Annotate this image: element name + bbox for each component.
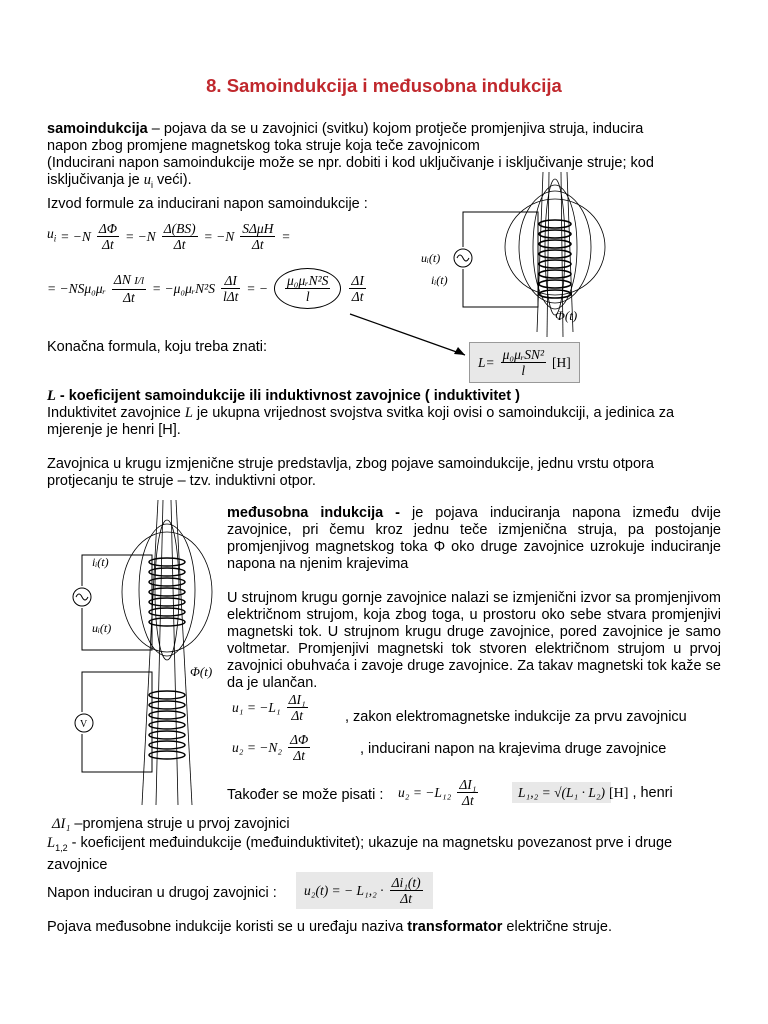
final-formula: L= $\frac{\text{μ₀μᵣSN²}}{l}$ [H] — [469, 342, 580, 383]
self-induction-figure — [415, 172, 615, 340]
equation-u2: u₂ = −N₂ $\frac{\Delta\Phi}{\Delta t}$ — [232, 732, 309, 763]
equation-u2-l12: u₂ = −L₁₂ $\frac{\text{ΔI₁}}{\Delta t}$ — [398, 777, 477, 808]
fig2-phi-label: Φ(t) — [190, 664, 213, 679]
fig1-i-label: iᵢ(t) — [431, 273, 448, 287]
also-label: Također se može pisati : — [227, 787, 384, 803]
fig2-u-label: uᵢ(t) — [92, 621, 112, 635]
coil-icon — [539, 220, 571, 298]
induced-label: Napon induciran u drugoj zavojnici : — [47, 885, 277, 901]
induced-formula: u₂(t) = − L₁,₂ · $\frac{\text{Δi₁(t)}}{\Delta t}$ — [296, 872, 433, 909]
equation-u1: u₁ = −L₁ $\frac{\text{ΔI₁}}{\Delta t}$ — [232, 692, 306, 723]
mutual-paragraph-1: međusobna indukcija - je pojava induciranja napona između dvije zavojnice, pri čemu kroz jednu teče izmjenična struja, pa postojanje promjenjivog magnetskog toka Φ oko druge zavojnice uzrokuje induciranje napona na njenim krajevima — [227, 505, 721, 572]
term-samoindukcija: samoindukcija — [47, 121, 148, 137]
voltmeter-label: V — [80, 719, 88, 730]
equation-1: $u_i$ = −N $\frac{\Delta\Phi}{\Delta t}$ = −N $\frac{\Delta(BS)}{\Delta t}$ = −N $\frac{\text{SΔμH}}{\Delta t}$ = — [47, 221, 291, 252]
fig1-phi-label: Φ(t) — [555, 308, 578, 323]
inductance-heading: L - koeficijent samoindukcije ili induktivnost zavojnice ( induktivitet ) — [47, 388, 520, 404]
inductance-body-1: Induktivitet zavojnice L je ukupna vrijednost svojstva svitka koji ovisi o samoindukciji, a jedinica za — [47, 405, 675, 421]
page-title: 8. Samoindukcija i međusobna indukcija — [206, 75, 562, 96]
intro-line-1: – pojava da se u zavojnici (svitku) kojom protječe promjenjiva struja, inducira — [147, 121, 644, 137]
inductance-section — [47, 388, 727, 490]
secondary-coil-icon — [149, 691, 185, 759]
intro-line-3: (Inducirani napon samoindukcije može se npr. dobiti i kod uključivanje i isključivanje struje; kod — [47, 155, 654, 171]
equation-u1-note: , zakon elektromagnetske indukcije za prvu zavojnicu — [345, 709, 687, 725]
equation-l12-unit: [H] , henri — [609, 785, 673, 801]
circled-term: $\frac{\text{μ₀μᵣN²S}}{l}$ — [274, 268, 341, 309]
derivation-label: Izvod formule za inducirani napon samoindukcije : — [47, 196, 368, 212]
inductance-body-2: mjerenje je henri [H]. — [47, 422, 181, 438]
equation-2: = −NSμ₀μᵣ $\frac{\text{ΔN I/l}}{\Delta t}$ = −μ₀μᵣN²S $\frac{\Delta I}{\text{lΔt}}$ = − $\frac{\text{μ₀μᵣN²S}}{l}$ $\frac{\Delta I}{\Delta t}$ — [47, 268, 368, 309]
equation-l12: L₁,₂ = √(L₁ · L₂) — [512, 782, 611, 803]
fig1-u-label: uᵢ(t) — [421, 251, 441, 265]
closing-sentence: Pojava međusobne indukcije koristi se u uređaju naziva transformator električne struje. — [47, 919, 612, 935]
inductance-body-3: Zavojnica u krugu izmjenične struje predstavlja, zbog pojave samoindukcije, jednu vrstu otpora — [47, 456, 654, 472]
equation-u2-note: , inducirani napon na krajevima druge zavojnice — [360, 741, 667, 757]
mutual-induction-figure — [72, 500, 222, 810]
intro-line-2: napon zbog promjene magnetskog toka struje koja teče zavojnicom — [47, 138, 480, 154]
final-label: Konačna formula, koju treba znati: — [47, 339, 268, 355]
def-delta-i1: ΔI₁ –promjena struje u prvoj zavojnici — [52, 816, 290, 832]
fig2-i-label: iᵢ(t) — [92, 555, 109, 569]
inductance-body-4: protjecanju te struje – tzv. induktivni otpor. — [47, 473, 316, 489]
def-l12: $L_{1,2}$ - koeficijent međuindukcije (međuinduktivitet); ukazuje na magnetsku povezanost prve i druge zavojnice — [47, 835, 673, 873]
mutual-paragraph-2: U strujnom krugu gornje zavojnice nalazi se izmjenični izvor sa promjenjivom električnom strujom, koja zbog toga, u prostoru oko sebe stvara promjenjivi magnetski tok. U strujnom krugu druge zavojnice, pored zavojnice je samo voltmetar. Promjenjivi magnetski tok stvoren električnom strujom u prvoj zavojnici obuhvaća i zavoje druge zavojnice. Za takav magnetski tok kaže se da je ulančan. — [227, 590, 721, 691]
intro-line-4: isključivanja je $u_i$ veći). — [47, 172, 192, 190]
term-transformator: transformator — [407, 919, 503, 935]
